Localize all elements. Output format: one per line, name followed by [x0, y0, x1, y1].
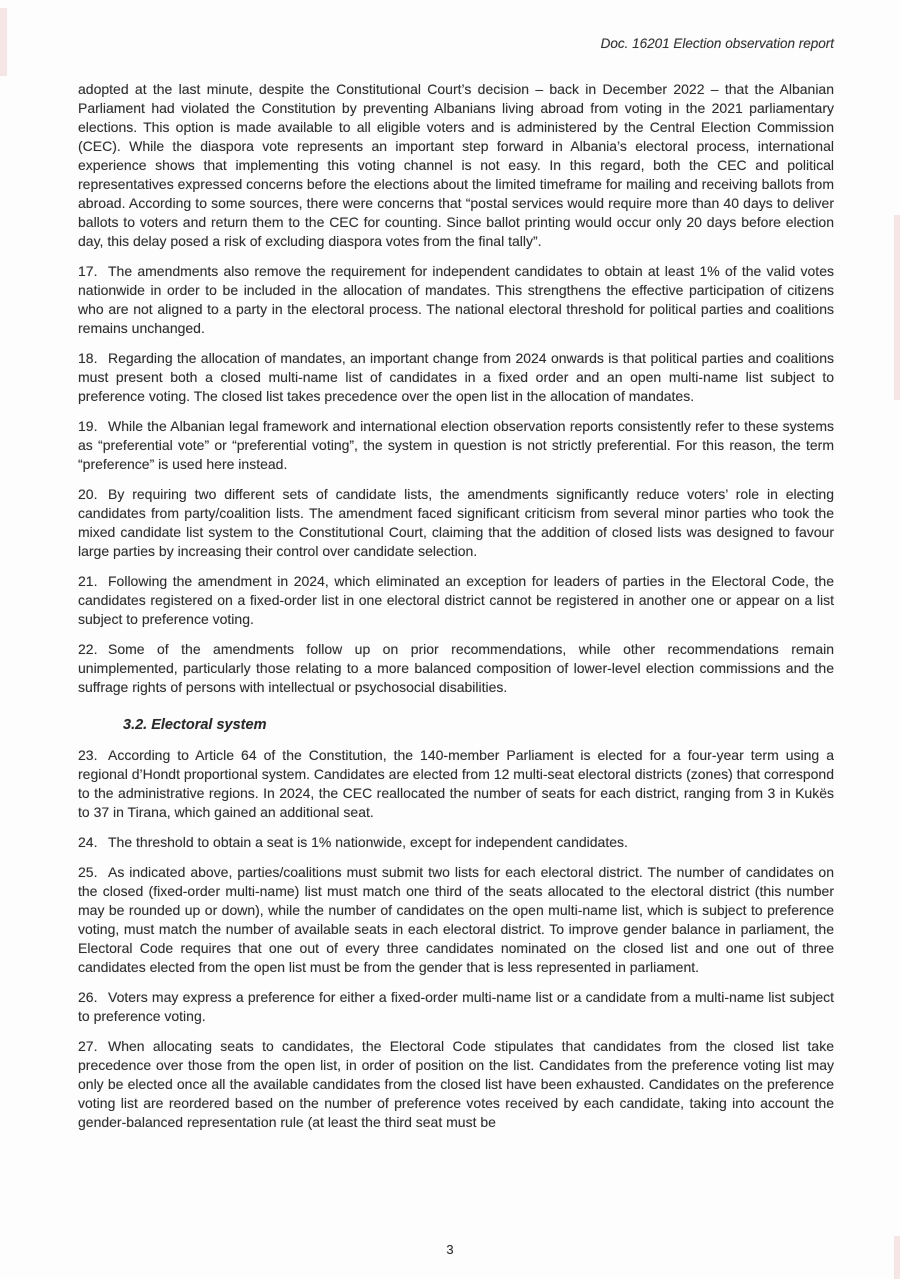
paragraph-number: 24.: [78, 834, 98, 850]
paragraph-21: [78, 572, 834, 629]
paragraph-text: The threshold to obtain a seat is 1% nationwide, except for independent candidates.: [108, 834, 628, 850]
paragraph-text: Some of the amendments follow up on prior recommendations, while other recommendations remain unimplemented, particularly those relating to a more balanced composition of lower-level election commissions and the suffrage rights of persons with intellectual or psychosocial disabilities.: [78, 641, 834, 695]
paragraph-number: 23.: [78, 747, 98, 763]
paragraph-24: [78, 833, 834, 852]
paragraph-18: [78, 349, 834, 406]
paragraph-text: As indicated above, parties/coalitions must submit two lists for each electoral district. The number of candidates on the closed (fixed-order multi-name) list must match one third of the seats allocated to the electoral district (this number may be rounded up or down), while the number of candidates on the open multi-name list, which is subject to preference voting, must match the number of available seats in each electoral district. To improve gender balance in parliament, the Electoral Code requires that one out of every three candidates nominated on the closed list and one out of three candidates elected from the open list must be from the gender that is less represented in parliament.: [78, 864, 834, 975]
paragraph-number: 22.: [78, 641, 98, 657]
scan-artifact-left-top: [0, 8, 7, 76]
paragraph-number: 26.: [78, 989, 98, 1005]
paragraph-text: When allocating seats to candidates, the Electoral Code stipulates that candidates from the closed list take precedence over those from the open list, in order of position on the list. Candidates from the preference voting list may only be elected once all the available candidates from the closed list have been exhausted. Candidates on the preference voting list are reordered based on the number of preference votes received by each candidate, taking into account the gender-balanced representation rule (at least the third seat must be: [78, 1038, 834, 1130]
paragraph-text: Following the amendment in 2024, which eliminated an exception for leaders of parties in the Electoral Code, the candidates registered on a fixed-order list in one electoral district cannot be registered in another one or appear on a list subject to preference voting.: [78, 573, 834, 627]
paragraph-25: [78, 863, 834, 977]
paragraph-22: [78, 640, 834, 697]
paragraph-number: 25.: [78, 864, 98, 880]
scan-artifact-right-mid: [894, 215, 900, 400]
paragraph-number: 18.: [78, 350, 98, 366]
document-reference-header: Doc. 16201 Election observation report: [600, 36, 834, 51]
paragraph-text: By requiring two different sets of candidate lists, the amendments significantly reduce voters’ role in electing candidates from party/coalition lists. The amendment faced significant criticism from several minor parties who took the mixed candidate list system to the Constitutional Court, claiming that the addition of closed lists was designed to favour large parties by increasing their control over candidate selection.: [78, 486, 834, 559]
paragraph-17: [78, 262, 834, 338]
paragraph-number: 17.: [78, 263, 98, 279]
page-number: 3: [446, 1242, 454, 1257]
continuation-paragraph: adopted at the last minute, despite the Constitutional Court’s decision – back in December 2022 – that the Albanian Parliament had violated the Constitution by preventing Albanians living abroad from voting in the 2021 parliamentary elections. This option is made available to all eligible voters and is administered by the Central Election Commission (CEC). While the diaspora vote represents an important step forward in Albania’s electoral process, international experience shows that implementing this voting channel is not easy. In this regard, both the CEC and political representatives expressed concerns before the elections about the limited timeframe for mailing and receiving ballots from abroad. According to some sources, there were concerns that “postal services would require more than 40 days to deliver ballots to voters and return them to the CEC for counting. Since ballot printing would occur only 20 days before election day, this delay posed a risk of excluding diaspora votes from the final tally”.: [78, 81, 834, 249]
paragraph-27: [78, 1037, 834, 1132]
paragraph-text: Regarding the allocation of mandates, an important change from 2024 onwards is that political parties and coalitions must present both a closed multi-name list of candidates in a fixed order and an open multi-name list subject to preference voting. The closed list takes precedence over the open list in the allocation of mandates.: [78, 350, 834, 404]
paragraph-23: [78, 746, 834, 822]
paragraph-text: The amendments also remove the requirement for independent candidates to obtain at least 1% of the valid votes nationwide in order to be included in the allocation of mandates. This strengthens the effective participation of citizens who are not aligned to a party in the electoral process. The national electoral threshold for political parties and coalitions remains unchanged.: [78, 263, 834, 336]
paragraph-number: 19.: [78, 418, 98, 434]
paragraph-19: [78, 417, 834, 474]
paragraph-number: 27.: [78, 1038, 98, 1054]
section-heading-electoral-system: 3.2. Electoral system: [123, 717, 267, 733]
paragraph-text: Voters may express a preference for either a fixed-order multi-name list or a candidate from a multi-name list subject to preference voting.: [78, 989, 834, 1024]
page-content: [78, 80, 834, 1143]
paragraph-text: While the Albanian legal framework and international election observation reports consistently refer to these systems as “preferential vote” or “preferential voting”, the system in question is not strictly preferential. For this reason, the term “preference” is used here instead.: [78, 418, 834, 472]
paragraph-text: According to Article 64 of the Constitution, the 140-member Parliament is elected for a four-year term using a regional d’Hondt proportional system. Candidates are elected from 12 multi-seat electoral districts (zones) that correspond to the administrative regions. In 2024, the CEC reallocated the number of seats for each district, ranging from 3 in Kukës to 37 in Tirana, which gained an additional seat.: [78, 747, 834, 820]
paragraph-number: 20.: [78, 486, 98, 502]
paragraph-26: [78, 988, 834, 1026]
paragraph-number: 21.: [78, 573, 98, 589]
paragraph-20: [78, 485, 834, 561]
